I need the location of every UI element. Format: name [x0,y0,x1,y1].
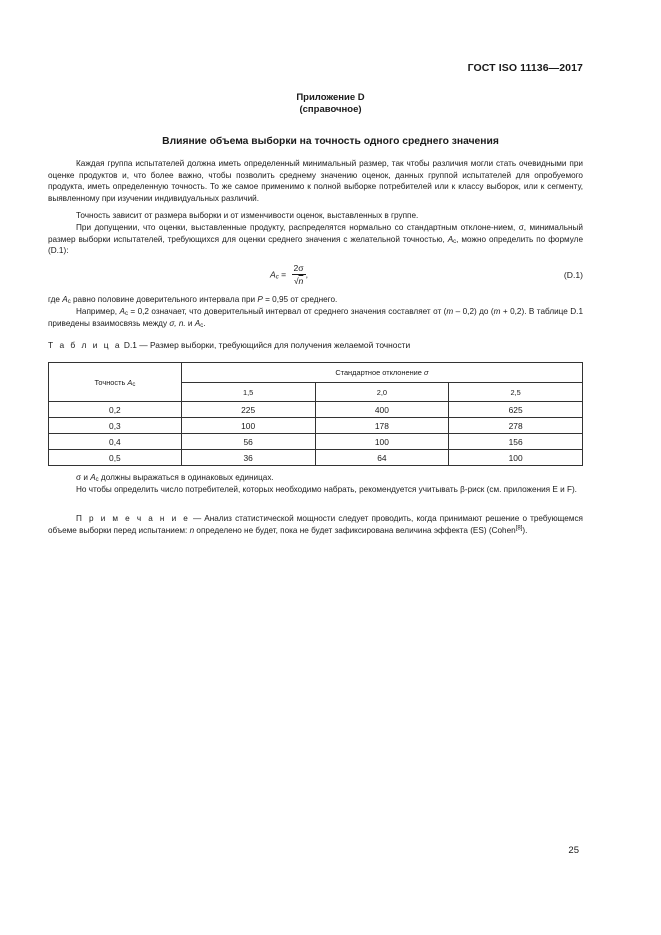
sample-size-table [48,362,583,466]
table-row [49,434,583,450]
section-heading: Влияние объема выборки на точность одного среднего значения [162,136,499,147]
cell-value: 225 [181,402,315,418]
cell-value: 100 [315,434,449,450]
formula-number: (D.1) [563,270,583,280]
table-row [49,450,583,466]
paragraph-group-size: Каждая группа испытателей должна иметь определенный минимальный размер, так чтобы различия могли стать очевидными при оценке продуктов и, что более важно, чтобы позволить среднему значению оценок, данных группой испытателей для опробуемого продукта, иметь определенную точность. То же самое применимо к полной выборке потребителей или к классу выборок, или к сегменту, выявленному при изучении индивидуальных различий. [48,159,583,203]
page-number: 25 [568,845,579,856]
paragraph-where: где $A_c$ равно половине доверительного интервала при P = 0,95 от среднего. [48,295,338,305]
cell-value: 36 [181,450,315,466]
cell-value: 400 [315,402,449,418]
cell-precision: 0,2 [49,402,182,418]
cell-precision: 0,5 [49,450,182,466]
cell-value: 625 [449,402,583,418]
formula-fraction: $\frac{2\sigma}{√n}$ [293,263,304,286]
table-row [49,402,583,418]
cell-value: 100 [181,418,315,434]
cell-value: 278 [449,418,583,434]
paragraph-example: Например, $A_c = 0,2$ означает, что доверительный интервал от среднего значения составляет от (m – 0,2) до (m + 0,2). В таблице D.1 приведены взаимосвязь между σ, n. и $A_c$. [48,307,584,329]
cell-value: 178 [315,418,449,434]
note-units: σ и $A_c$ должны выражаться в одинаковых единицах. [76,473,274,483]
formula-d1: $A_c$ = $\frac{2\sigma}{√n}$ , [270,263,309,286]
cell-value: 156 [449,434,583,450]
note-remark: П р и м е ч а н и е — Анализ статистической мощности следует проводить, когда принимают решение о требующемся объеме выборки перед испытанием: n определено не будет, пока не будет зафиксирована величина эффекта (ES) (Cohen[8]). [48,514,583,535]
annex-subtitle: (справочное) [299,104,362,115]
standard-number: ГОСТ ISO 11136—2017 [467,62,583,74]
header-col: 1,5 [181,383,315,402]
cell-precision: 0,3 [49,418,182,434]
cell-value: 64 [315,450,449,466]
table-caption: Т а б л и ц а D.1 — Размер выборки, требующийся для получения желаемой точности [48,340,411,350]
annex-header [0,92,661,116]
cell-value: 56 [181,434,315,450]
annex-title: Приложение D [296,92,365,103]
note-beta-risk: Но чтобы определить число потребителей, которых необходимо набрать, рекомендуется учитывать β-риск (см. приложения E и F). [76,485,577,494]
header-col: 2,5 [449,383,583,402]
header-precision: Точность $A_c$ [49,363,182,402]
table-row [49,418,583,434]
header-std-deviation: Стандартное отклонение σ [181,363,582,383]
cell-precision: 0,4 [49,434,182,450]
cell-value: 100 [449,450,583,466]
paragraph-assumption: При допущении, что оценки, выставленные продукту, распределятся нормально со стандартным отклоне-нием, σ, минимальный размер выборки испытателей, требующихся для оценки среднего значения с желательной точностью, $A_c$, можно определить по формуле (D.1): [48,223,584,256]
paragraph-precision: Точность зависит от размера выборки и от изменчивости оценок, выставленных в группе. [76,211,419,220]
header-col: 2,0 [315,383,449,402]
